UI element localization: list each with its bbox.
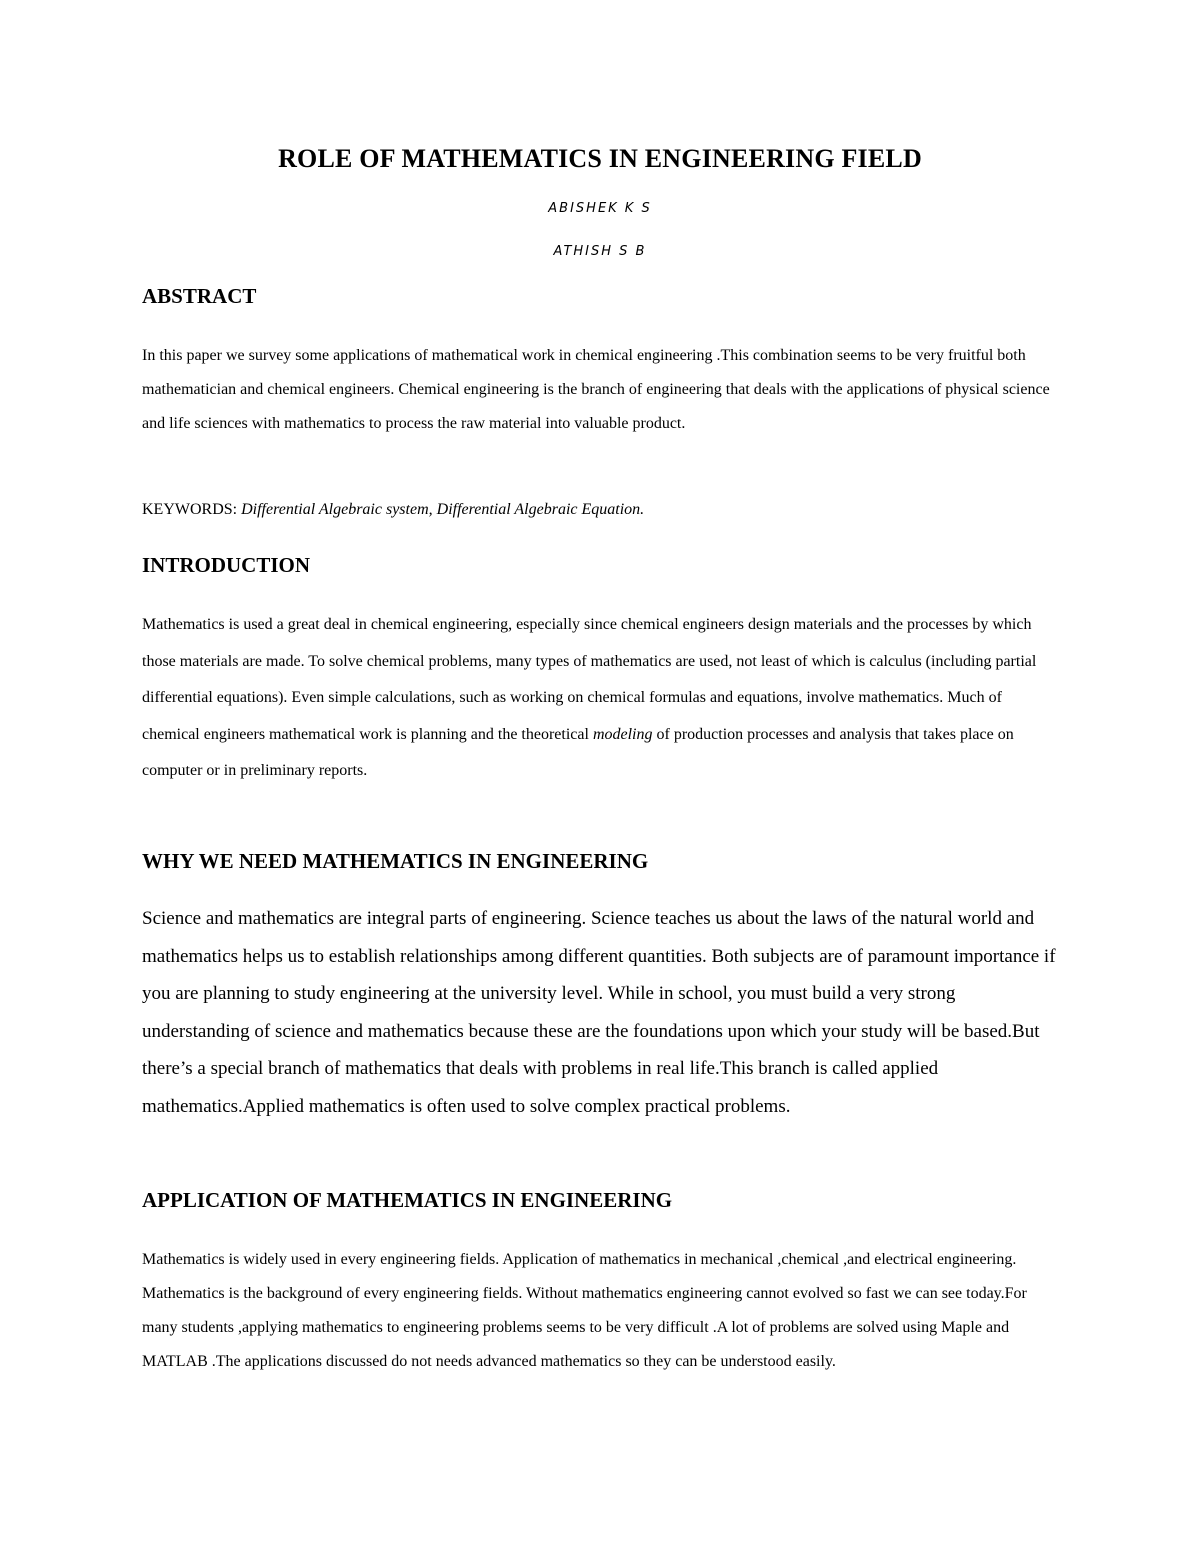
abstract-heading: ABSTRACT (142, 284, 257, 308)
introduction-text-start: Mathematics is used a great deal in chemical engineering, especially since chemical engineers design materials and the processes by which those materials are made. To solve chemical problems, many types of mathematics are used, not least of which is calculus (including partial differential equations). Even simple calculations, such as working on chemical formulas and equations, involve mathematics. Much of chemical engineers mathematical work is planning and the theoretical (142, 616, 1037, 743)
keywords-line (142, 493, 1062, 527)
introduction-text-end: of production processes and analysis that takes place on computer or in preliminary reports. (142, 725, 1014, 779)
application-text: Mathematics is widely used in every engineering fields. Application of mathematics in mechanical ,chemical ,and electrical engineering. Mathematics is the background of every engineering fields. Without mathematics engineering cannot evolved so fast we can see today.For many students ,applying mathematics to engineering problems seems to be very difficult .A lot of problems are solved using Maple and MATLAB .The applications discussed do not needs advanced mathematics so they can be understood easily. (142, 1251, 1027, 1370)
why-need-heading: WHY WE NEED MATHEMATICS IN ENGINEERING (142, 849, 649, 873)
introduction-text (142, 607, 1062, 790)
why-need-text: Science and mathematics are integral parts of engineering. Science teaches us about the laws of the natural world and mathematics helps us to establish relationships among different quantities. Both subjects are of paramount importance if you are planning to study engineering at the university level. While in school, you must build a very strong understanding of science and mathematics because these are the foundations upon which your study will be based.But there’s a special branch of mathematics that deals with problems in real life.This branch is called applied mathematics.Applied mathematics is often used to solve complex practical problems. (142, 908, 1056, 1117)
introduction-heading: INTRODUCTION (142, 553, 311, 577)
keywords-label: KEYWORDS: (142, 501, 242, 518)
abstract-text: In this paper we survey some applications of mathematical work in chemical engineering .This combination seems to be very fruitful both mathematician and chemical engineers. Chemical engineering is the branch of engineering that deals with the applications of physical science and life sciences with mathematics to process the raw material into valuable product. (142, 347, 1050, 432)
keywords-text: Differential Algebraic system, Differential Algebraic Equation. (241, 501, 645, 518)
paper-title: ROLE OF MATHEMATICS IN ENGINEERING FIELD (278, 144, 922, 173)
application-heading: APPLICATION OF MATHEMATICS IN ENGINEERING (142, 1188, 673, 1212)
author-name-1: ABISHEK K S (548, 201, 652, 216)
introduction-italic-word: modeling (592, 725, 653, 743)
author-name-2: ATHISH S B (553, 244, 647, 259)
